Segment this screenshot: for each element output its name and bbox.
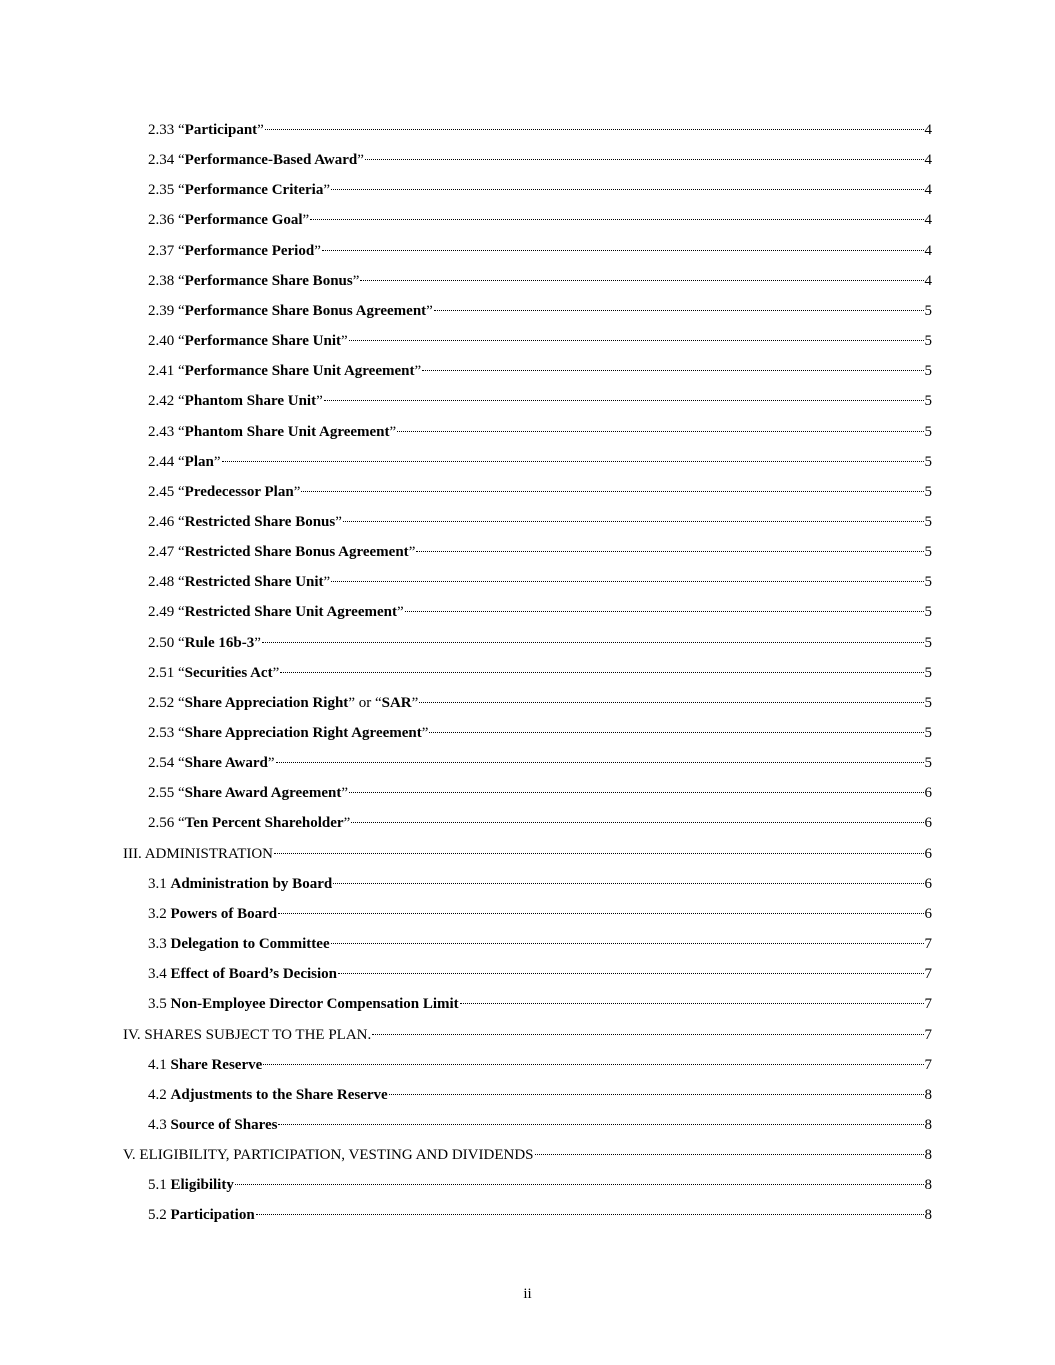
toc-section-entry[interactable] <box>148 542 932 562</box>
toc-entry-number: 5.2 <box>148 1207 167 1224</box>
open-quote: “ <box>178 302 185 319</box>
close-quote: ” <box>316 393 323 410</box>
open-quote: “ <box>178 634 185 651</box>
close-quote: ” <box>293 483 301 500</box>
toc-entry-text <box>148 301 433 321</box>
open-quote: “ <box>178 423 185 440</box>
toc-entry-number: IV. <box>123 1026 141 1043</box>
open-quote: “ <box>178 363 185 380</box>
dot-leader <box>360 280 923 281</box>
toc-entry-number: 2.33 <box>148 122 175 138</box>
toc-page-number: 6 <box>924 785 932 802</box>
toc-entry-text <box>148 391 323 411</box>
toc-entry-text <box>148 241 321 261</box>
close-quote: ” <box>341 333 348 350</box>
toc-entry-text <box>148 663 279 683</box>
defined-term: Eligibility <box>170 1177 234 1194</box>
toc-section-entry[interactable] <box>148 572 932 592</box>
close-quote: ” <box>302 212 310 229</box>
dot-leader <box>365 159 924 160</box>
close-quote: ” <box>323 574 331 591</box>
toc-page-number: 5 <box>924 694 932 711</box>
defined-term: Delegation to Committee <box>170 936 330 953</box>
toc-section-entry[interactable] <box>148 874 932 894</box>
dot-leader <box>422 370 923 371</box>
dot-leader <box>460 1003 924 1004</box>
toc-entry-text <box>148 452 221 472</box>
open-quote: “ <box>178 393 185 410</box>
toc-entry-number: 3.2 <box>148 905 167 922</box>
close-quote: ” <box>397 604 404 621</box>
close-quote: ” <box>213 453 221 470</box>
toc-page-number: 5 <box>924 393 932 410</box>
toc-article-entry[interactable] <box>123 1025 932 1045</box>
toc-entry-text <box>123 844 273 864</box>
toc-entry-text <box>148 693 418 713</box>
toc-page-number: 5 <box>924 604 932 621</box>
toc-page-number: 4 <box>924 212 932 229</box>
close-quote: ” <box>267 755 275 772</box>
defined-term: Performance-Based Award <box>184 152 358 169</box>
toc-entry-text <box>148 904 277 924</box>
toc-entry-number: III. <box>123 845 142 862</box>
toc-entry-number: 2.51 <box>148 664 175 681</box>
toc-section-entry[interactable] <box>148 512 932 532</box>
dot-leader <box>274 853 923 854</box>
close-quote: ” <box>389 423 397 440</box>
dot-leader <box>429 732 923 733</box>
toc-page-number: 6 <box>924 845 932 862</box>
toc-entry-text <box>123 1025 371 1045</box>
defined-term: Predecessor Plan <box>184 483 294 500</box>
toc-page-number: 6 <box>924 875 932 892</box>
dot-leader <box>535 1154 924 1155</box>
toc-page-number: 4 <box>924 182 932 199</box>
toc-section-entry[interactable] <box>148 813 932 833</box>
open-quote: “ <box>178 785 185 802</box>
toc-entry-text <box>148 753 275 773</box>
toc-entry-text <box>123 1145 534 1165</box>
toc-section-entry[interactable] <box>148 633 932 653</box>
open-quote: “ <box>178 574 185 591</box>
toc-entry-number: 3.5 <box>148 996 167 1013</box>
defined-term: Source of Shares <box>170 1116 278 1133</box>
defined-term: Powers of Board <box>170 905 278 922</box>
toc-entry-text <box>148 361 421 381</box>
toc-section-entry[interactable] <box>148 301 932 321</box>
toc-page-number: 5 <box>924 634 932 651</box>
open-quote: “ <box>178 664 185 681</box>
toc-page-number: 5 <box>924 423 932 440</box>
toc-section-entry[interactable] <box>148 361 932 381</box>
defined-term: Effect of Board’s Decision <box>170 966 337 983</box>
defined-term: Adjustments to the Share Reserve <box>170 1086 388 1103</box>
defined-term: Participation <box>170 1207 255 1224</box>
close-quote: ” <box>411 694 419 711</box>
toc-section-entry[interactable] <box>148 964 932 984</box>
toc-entry-text <box>148 602 404 622</box>
open-quote: “ <box>178 483 185 500</box>
toc-page-number: 5 <box>924 725 932 741</box>
toc-entry-text <box>148 120 264 140</box>
toc-entry-number: 2.44 <box>148 453 175 470</box>
toc-entry-text <box>148 180 330 200</box>
defined-term: Securities Act <box>184 664 273 681</box>
article-title: SHARES SUBJECT TO THE PLAN. <box>144 1026 372 1043</box>
toc-section-entry[interactable] <box>148 602 932 622</box>
close-quote: ” or “ <box>348 694 382 711</box>
toc-page-number: 4 <box>924 122 932 138</box>
toc-entry-number: 2.53 <box>148 725 175 741</box>
toc-page-number: 8 <box>924 1086 932 1103</box>
toc-entry-text <box>148 874 332 894</box>
toc-entry-number: 3.4 <box>148 966 167 983</box>
close-quote: ” <box>414 363 422 380</box>
toc-entry-number: 5.1 <box>148 1177 167 1194</box>
toc-entry-text <box>148 150 364 170</box>
toc-entry-number: 2.43 <box>148 423 175 440</box>
toc-page-number: 8 <box>924 1207 932 1224</box>
toc-section-entry[interactable] <box>148 150 932 170</box>
toc-section-entry[interactable] <box>148 693 932 713</box>
page-number: ii <box>523 1286 532 1302</box>
toc-section-entry[interactable] <box>148 482 932 502</box>
toc-page-number: 6 <box>924 815 932 832</box>
close-quote: ” <box>335 513 342 530</box>
defined-term: Performance Criteria <box>184 182 324 199</box>
toc-entry-text <box>148 1085 388 1105</box>
defined-term: Restricted Share Bonus <box>184 513 336 530</box>
dot-leader <box>263 1064 923 1065</box>
toc-page-number: 4 <box>924 272 932 289</box>
defined-term: Performance Share Bonus <box>184 272 353 289</box>
defined-term: Participant <box>184 122 258 138</box>
toc-entry-text <box>148 331 348 351</box>
toc-section-entry[interactable] <box>148 331 932 351</box>
toc-entry-text <box>148 422 396 442</box>
toc-section-entry[interactable] <box>148 210 932 230</box>
defined-term: Performance Share Bonus Agreement <box>184 302 427 319</box>
dot-leader <box>333 883 923 884</box>
toc-page-number: 7 <box>924 1026 932 1043</box>
toc-entry-text <box>148 210 309 230</box>
close-quote: ” <box>408 544 416 561</box>
toc-section-entry[interactable] <box>148 271 932 291</box>
dot-leader <box>349 792 924 793</box>
toc-entry-text <box>148 964 337 984</box>
toc-entry-number: 3.1 <box>148 875 167 892</box>
toc-page-number: 6 <box>924 905 932 922</box>
dot-leader <box>331 581 923 582</box>
toc-entry-number: 2.47 <box>148 544 175 561</box>
toc-page-number: 5 <box>924 483 932 500</box>
close-quote: ” <box>257 122 264 138</box>
open-quote: “ <box>178 152 185 169</box>
open-quote: “ <box>178 453 185 470</box>
toc-entry-number: 2.34 <box>148 152 175 169</box>
toc-section-entry[interactable] <box>148 753 932 773</box>
toc-entry-text <box>148 512 342 532</box>
dot-leader <box>235 1184 924 1185</box>
defined-term: Share Award <box>184 755 268 772</box>
close-quote: ” <box>341 785 348 802</box>
close-quote: ” <box>421 725 429 741</box>
toc-section-entry[interactable] <box>148 422 932 442</box>
defined-term: Phantom Share Unit <box>184 393 317 410</box>
close-quote: ” <box>357 152 364 169</box>
open-quote: “ <box>178 333 185 350</box>
toc-entry-number: 4.2 <box>148 1086 167 1103</box>
toc-entry-number: 2.52 <box>148 694 175 711</box>
open-quote: “ <box>178 604 185 621</box>
toc-section-entry[interactable] <box>148 723 932 743</box>
defined-term: Restricted Share Unit Agreement <box>184 604 397 621</box>
toc-article-entry[interactable] <box>123 1145 932 1165</box>
toc-section-entry[interactable] <box>148 180 932 200</box>
defined-term: Performance Share Unit Agreement <box>184 363 415 380</box>
dot-leader <box>222 461 924 462</box>
article-title: ELIGIBILITY, PARTICIPATION, VESTING AND DIVIDENDS <box>139 1147 534 1164</box>
dot-leader <box>397 431 923 432</box>
defined-term: Performance Period <box>184 242 315 259</box>
dot-leader <box>324 400 924 401</box>
dot-leader <box>262 642 924 643</box>
toc-section-entry[interactable] <box>148 663 932 683</box>
dot-leader <box>331 943 924 944</box>
toc-entry-number: 2.46 <box>148 513 175 530</box>
dot-leader <box>256 1214 924 1215</box>
toc-entry-text <box>148 994 459 1014</box>
toc-entry-number: V. <box>123 1147 136 1164</box>
open-quote: “ <box>178 272 185 289</box>
dot-leader <box>389 1094 924 1095</box>
toc-entry-text <box>148 1175 234 1195</box>
toc-entry-number: 2.50 <box>148 634 175 651</box>
toc-section-entry[interactable] <box>148 241 932 261</box>
toc-page-number: 7 <box>924 1056 932 1073</box>
toc-page-number: 8 <box>924 1147 932 1164</box>
toc-entry-number: 2.37 <box>148 242 175 259</box>
toc-entry-text <box>148 633 261 653</box>
defined-term: Non-Employee Director Compensation Limit <box>170 996 459 1013</box>
close-quote: ” <box>323 182 331 199</box>
toc-page-number: 5 <box>924 544 932 561</box>
toc-entry-number: 2.39 <box>148 302 175 319</box>
toc-entry-number: 2.49 <box>148 604 175 621</box>
open-quote: “ <box>178 694 185 711</box>
toc-entry-number: 2.38 <box>148 272 175 289</box>
toc-page-number: 5 <box>924 755 932 772</box>
dot-leader <box>278 1124 923 1125</box>
toc-entry-number: 2.48 <box>148 574 175 591</box>
toc-section-entry[interactable] <box>148 783 932 803</box>
open-quote: “ <box>178 513 185 530</box>
toc-entry-number: 2.56 <box>148 815 175 832</box>
toc-entry-number: 2.35 <box>148 182 175 199</box>
dot-leader <box>416 551 923 552</box>
toc-entry-number: 4.3 <box>148 1116 167 1133</box>
dot-leader <box>280 672 923 673</box>
toc-entry-number: 2.54 <box>148 755 175 772</box>
close-quote: ” <box>254 634 261 651</box>
toc-section-entry[interactable] <box>148 904 932 924</box>
open-quote: “ <box>178 242 185 259</box>
defined-term: Performance Share Unit <box>184 333 342 350</box>
open-quote: “ <box>178 182 185 199</box>
toc-page-number: 5 <box>924 333 932 350</box>
defined-term: Share Reserve <box>170 1056 263 1073</box>
toc-entry-number: 2.40 <box>148 333 175 350</box>
open-quote: “ <box>178 755 185 772</box>
toc-entry-text <box>148 482 300 502</box>
toc-section-entry[interactable] <box>148 994 932 1014</box>
close-quote: ” <box>314 242 321 259</box>
toc-page-number: 4 <box>924 242 932 259</box>
toc-entry-number: 2.36 <box>148 212 175 229</box>
open-quote: “ <box>178 544 185 561</box>
dot-leader <box>351 822 923 823</box>
toc-entry-text <box>148 1115 277 1135</box>
toc-entry-text <box>148 271 359 291</box>
dot-leader <box>278 913 923 914</box>
close-quote: ” <box>352 272 360 289</box>
article-title: ADMINISTRATION <box>144 845 274 862</box>
toc-entry-text <box>148 813 350 833</box>
dot-leader <box>349 340 924 341</box>
toc-section-entry[interactable] <box>148 120 932 140</box>
toc-entry-number: 4.1 <box>148 1056 167 1073</box>
dot-leader <box>419 702 923 703</box>
dot-leader <box>265 129 924 130</box>
toc-entry-text <box>148 542 415 562</box>
defined-term: Share Appreciation Right Agreement <box>184 725 422 741</box>
toc-section-entry[interactable] <box>148 1055 932 1075</box>
close-quote: ” <box>272 664 280 681</box>
toc-page-number: 5 <box>924 453 932 470</box>
dot-leader <box>276 762 924 763</box>
dot-leader <box>405 611 924 612</box>
dot-leader <box>310 219 923 220</box>
toc-page-number: 7 <box>924 966 932 983</box>
toc-section-entry[interactable] <box>148 1085 932 1105</box>
toc-entry-text <box>148 1055 262 1075</box>
dot-leader <box>343 521 924 522</box>
open-quote: “ <box>178 212 185 229</box>
dot-leader <box>338 973 924 974</box>
toc-section-entry[interactable] <box>148 391 932 411</box>
dot-leader <box>331 189 923 190</box>
close-quote: ” <box>343 815 351 832</box>
toc-page-number: 7 <box>924 936 932 953</box>
toc-entry-text <box>148 723 428 743</box>
toc-entry-text <box>148 572 330 592</box>
toc-page-number: 8 <box>924 1116 932 1133</box>
toc-entry-number: 2.42 <box>148 393 175 410</box>
toc-page-number: 5 <box>924 302 932 319</box>
toc-section-entry[interactable] <box>148 1205 932 1225</box>
toc-entry-number: 2.45 <box>148 483 175 500</box>
toc-page-number: 7 <box>924 996 932 1013</box>
defined-term: Administration by Board <box>170 875 333 892</box>
dot-leader <box>372 1034 923 1035</box>
toc-section-entry[interactable] <box>148 452 932 472</box>
toc-section-entry[interactable] <box>148 934 932 954</box>
toc-entry-number: 2.55 <box>148 785 175 802</box>
defined-term: Restricted Share Unit <box>184 574 324 591</box>
toc-entry-text <box>148 934 330 954</box>
toc-article-entry[interactable] <box>123 844 932 864</box>
toc-page-number: 5 <box>924 574 932 591</box>
defined-term: Performance Goal <box>184 212 303 229</box>
close-quote: ” <box>426 302 433 319</box>
toc-page-number: 4 <box>924 152 932 169</box>
defined-term: Restricted Share Bonus Agreement <box>184 544 409 561</box>
defined-term: Plan <box>184 453 214 470</box>
open-quote: “ <box>178 725 185 741</box>
toc-entry-number: 2.41 <box>148 363 175 380</box>
defined-term: Ten Percent Shareholder <box>184 815 344 832</box>
dot-leader <box>322 250 924 251</box>
toc-entry-number: 3.3 <box>148 936 167 953</box>
defined-term: SAR <box>381 694 412 711</box>
defined-term: Rule 16b-3 <box>184 634 255 651</box>
defined-term: Phantom Share Unit Agreement <box>184 423 390 440</box>
toc-page-number: 5 <box>924 664 932 681</box>
open-quote: “ <box>178 815 185 832</box>
toc-page-number: 5 <box>924 363 932 380</box>
toc-entry-text <box>148 1205 255 1225</box>
toc-page-number: 5 <box>924 513 932 530</box>
defined-term: Share Award Agreement <box>184 785 342 802</box>
dot-leader <box>301 491 923 492</box>
open-quote: “ <box>178 122 185 138</box>
toc-section-entry[interactable] <box>148 1115 932 1135</box>
toc-entry-text <box>148 783 348 803</box>
toc-section-entry[interactable] <box>148 1175 932 1195</box>
dot-leader <box>434 310 924 311</box>
defined-term: Share Appreciation Right <box>184 694 349 711</box>
toc-page-number: 8 <box>924 1177 932 1194</box>
